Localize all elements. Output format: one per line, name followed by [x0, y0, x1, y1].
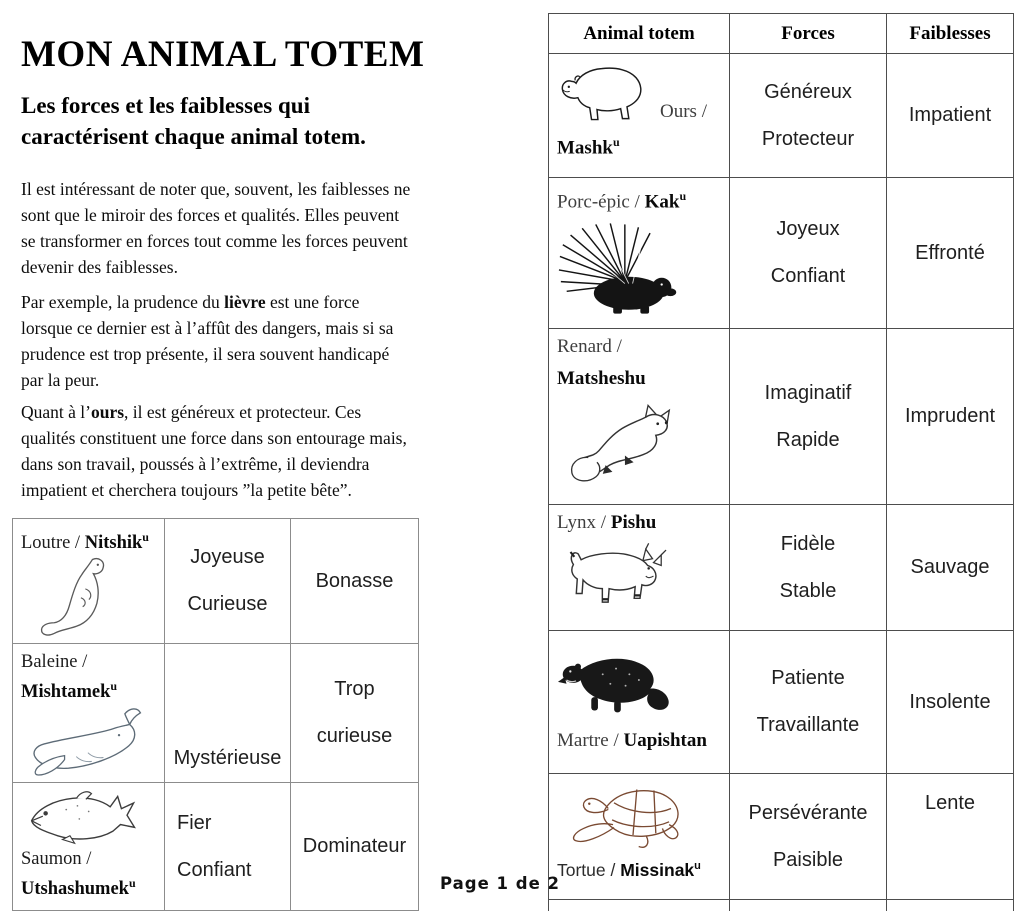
table-row	[13, 644, 419, 783]
forces-cell: Fidèle Stable	[730, 505, 887, 631]
page-subtitle: Les forces et les faiblesses qui caractérisent chaque animal totem.	[21, 93, 366, 149]
forces-cell: Persévérante Paisible	[730, 774, 887, 900]
faiblesses-cell: Imprudent	[887, 329, 1014, 505]
animal-cell-baleine: Baleine / Mishtamek$^u$	[13, 644, 165, 783]
fox-illustration	[569, 397, 677, 489]
forces-cell: Mystérieuse	[165, 644, 291, 783]
table-row	[549, 631, 1014, 774]
faiblesses-cell: Lente	[887, 774, 1014, 900]
hare-example-paragraph: Par exemple, la prudence du lièvre est une force lorsque ce dernier est à l’affût des dangers, mais si sa prudence est trop présente, il sera souvent handicapé par la peur.	[21, 292, 394, 390]
animal-cell-saumon: Saumon / Utshashumek$^u$	[13, 783, 165, 911]
faiblesses-cell: Bonasse	[291, 519, 419, 644]
faiblesses-cell: Insolente	[887, 631, 1014, 774]
faiblesses-cell: Effronté	[887, 178, 1014, 329]
marten-illustration	[557, 641, 677, 719]
header-animal-totem: Animal totem	[549, 14, 730, 54]
whale-illustration	[21, 706, 149, 776]
table-row-clipped	[549, 900, 1014, 911]
porcupine-illustration	[557, 216, 683, 322]
faiblesses-cell: Trop curieuse	[291, 644, 419, 783]
right-animals-table	[548, 13, 1014, 911]
table-row	[549, 774, 1014, 900]
bear-illustration	[557, 60, 657, 130]
forces-cell: Fier Confiant	[165, 783, 291, 911]
salmon-illustration	[21, 789, 147, 847]
intro-paragraph: Il est intéressant de noter que, souvent, les faiblesses ne sont que le miroir des forces et qualités. Elles peuvent se transformer en forces tout comme les forces peuvent devenir des faiblesses.	[21, 179, 411, 277]
header-forces: Forces	[730, 14, 887, 54]
otter-illustration	[39, 555, 121, 637]
table-row	[549, 54, 1014, 178]
animal-cell-porc-epic: Porc-épic / Kak$^u$	[549, 178, 730, 329]
left-animals-table	[12, 518, 419, 911]
bear-example-paragraph: Quant à l’ours, il est généreux et protecteur. Ces qualités constituent une force dans son entourage mais, dans son travail, poussés à l’extrême, il deviendra impatient et cherchera toujours ”la petite bête”.	[21, 402, 407, 500]
header-faiblesses: Faiblesses	[887, 14, 1014, 54]
forces-cell: Imaginatif Rapide	[730, 329, 887, 505]
animal-cell-ours: Ours / Mashk$^u$	[549, 54, 730, 178]
table-row	[549, 505, 1014, 631]
table-row	[13, 783, 419, 911]
page-footer: Page 1 de 2	[440, 874, 560, 893]
animal-cell-loutre: Loutre / Nitshik$^u$	[13, 519, 165, 644]
forces-cell: Patiente Travaillante	[730, 631, 887, 774]
page-title: MON ANIMAL TOTEM	[21, 33, 425, 75]
animal-cell-tortue: Tortue / Missinak$^u$	[549, 774, 730, 900]
faiblesses-cell: Sauvage	[887, 505, 1014, 631]
animal-cell-renard: Renard / Matsheshu	[549, 329, 730, 505]
animal-cell-martre: Martre / Uapishtan	[549, 631, 730, 774]
forces-cell: Joyeuse Curieuse	[165, 519, 291, 644]
animal-cell-lynx: Lynx / Pishu	[549, 505, 730, 631]
lynx-illustration	[557, 537, 667, 621]
table-header-row	[549, 14, 1014, 54]
forces-cell: Joyeux Confiant	[730, 178, 887, 329]
turtle-illustration	[569, 780, 697, 856]
faiblesses-cell: Impatient	[887, 54, 1014, 178]
forces-cell: Généreux Protecteur	[730, 54, 887, 178]
faiblesses-cell: Dominateur	[291, 783, 419, 911]
table-row	[549, 329, 1014, 505]
table-row	[13, 519, 419, 644]
table-row	[549, 178, 1014, 329]
